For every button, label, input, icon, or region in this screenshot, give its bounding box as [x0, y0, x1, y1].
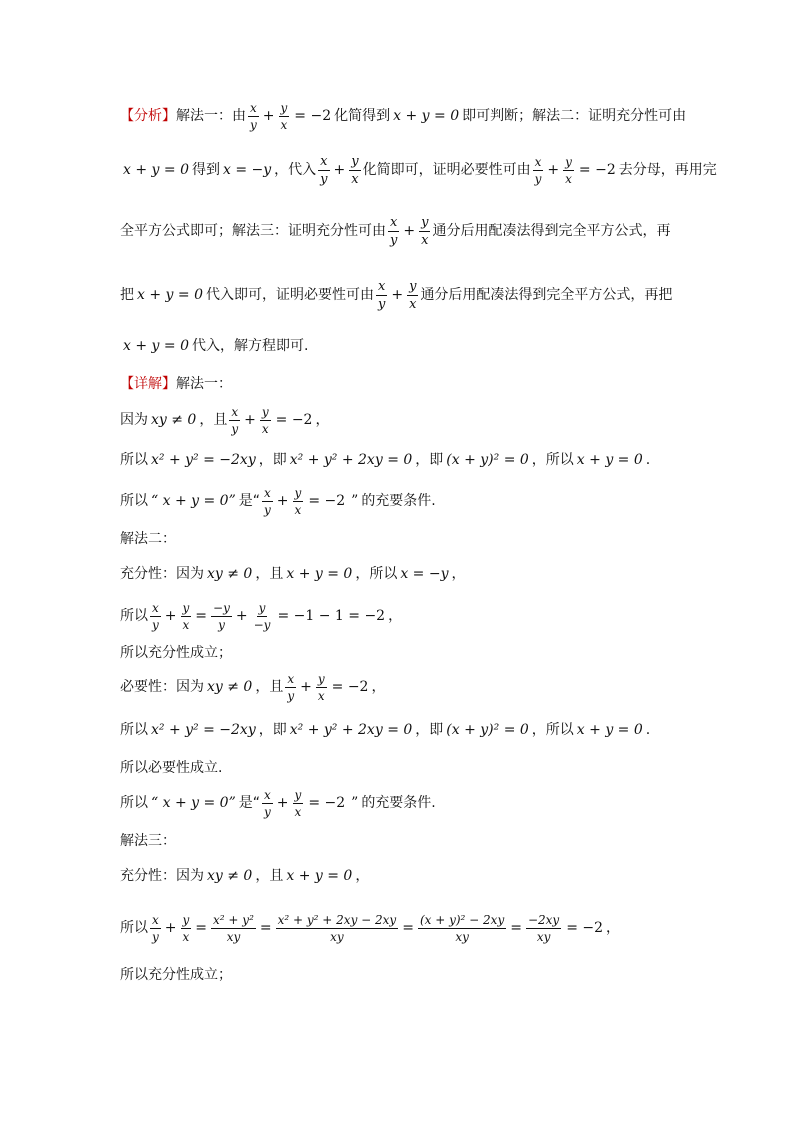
- text: ，且: [255, 566, 284, 582]
- plus: +: [244, 412, 256, 428]
- text: ，即: [415, 722, 444, 738]
- fraction: [533, 156, 544, 185]
- text: 通分后用配凑法得到完全平方公式，再把: [420, 287, 673, 303]
- math: x + y = 0: [123, 162, 189, 178]
- text: 把: [120, 287, 134, 303]
- math: x = −y: [222, 162, 272, 178]
- detail-line: [120, 481, 680, 521]
- num: y: [421, 214, 429, 230]
- analysis-line-1: [120, 96, 687, 136]
- text: ，: [451, 566, 466, 582]
- math: x + y = 0: [137, 287, 203, 303]
- text: ，且: [255, 679, 284, 695]
- num: y: [565, 154, 572, 169]
- den: x: [280, 117, 288, 132]
- detail-line: [120, 400, 680, 440]
- eq: =: [402, 920, 414, 936]
- analysis-line-4: [120, 275, 680, 315]
- math: xy ≠ 0: [151, 412, 197, 428]
- num: x: [264, 787, 271, 802]
- den: x: [294, 804, 302, 819]
- text: 即可判断；解法二：证明充分性可由: [462, 108, 687, 124]
- num: (x + y)² − 2xy: [419, 912, 505, 927]
- fraction: [276, 914, 399, 943]
- analysis-line-5: [120, 326, 680, 366]
- detail-line: [120, 440, 680, 480]
- method-3-title: [120, 821, 680, 861]
- text: 化简得到: [334, 108, 391, 124]
- text: 代入，解方程即可.: [191, 338, 309, 354]
- eq: =: [510, 920, 522, 936]
- fraction: [349, 155, 360, 186]
- method-2-title: [120, 519, 680, 559]
- text: 所以: [120, 493, 148, 509]
- num: x: [534, 154, 542, 169]
- text: ，: [388, 608, 403, 624]
- analysis-label: 【分析】: [120, 108, 176, 124]
- num: x: [320, 153, 328, 169]
- fraction: [252, 602, 273, 631]
- den: y: [264, 804, 271, 819]
- text: ，: [371, 679, 386, 695]
- math: x + y = 0: [123, 338, 189, 354]
- den: x: [421, 232, 429, 248]
- fraction: [407, 280, 418, 311]
- math: = −2: [331, 679, 369, 695]
- math: x + y = 0: [393, 108, 460, 124]
- den: y: [264, 502, 271, 517]
- num: x: [152, 912, 159, 927]
- num: x: [231, 404, 239, 419]
- den: y: [152, 617, 159, 632]
- eq: =: [195, 608, 208, 624]
- detail-line: [120, 908, 680, 948]
- num: x: [152, 600, 159, 615]
- num: −2xy: [527, 912, 560, 927]
- detail-line: [120, 710, 680, 750]
- detail-label: 【详解】: [120, 376, 176, 392]
- text: ，且: [255, 868, 284, 884]
- text: ，: [315, 412, 330, 428]
- text: ，所以: [531, 722, 574, 738]
- num: x: [250, 100, 257, 115]
- text: ，所以: [531, 452, 574, 468]
- text: 所以: [120, 920, 148, 936]
- math: = −2: [275, 412, 313, 428]
- fraction: [181, 914, 192, 943]
- num: x: [287, 671, 295, 686]
- num: y: [182, 600, 190, 615]
- num: y: [409, 278, 417, 294]
- den: −y: [253, 617, 271, 632]
- den: y: [287, 688, 295, 703]
- text: 所以必要性成立.: [120, 760, 223, 776]
- fraction: [262, 789, 273, 818]
- math: xy ≠ 0: [207, 679, 253, 695]
- text: ，即: [258, 722, 287, 738]
- text: .: [645, 722, 651, 738]
- num: y: [317, 671, 325, 686]
- den: y: [250, 117, 257, 132]
- fraction: [316, 673, 327, 702]
- detail-line: [120, 856, 680, 896]
- den: x: [261, 421, 269, 436]
- den: x: [351, 171, 359, 187]
- plus: +: [235, 608, 248, 624]
- num: y: [261, 404, 269, 419]
- den: x: [409, 296, 417, 312]
- analysis-line-3: [120, 211, 680, 251]
- text: 所以: [120, 795, 148, 811]
- math: = −2: [566, 920, 604, 936]
- math: (x + y)² = 0: [446, 452, 529, 468]
- text: ，: [355, 868, 370, 884]
- fraction: [526, 914, 561, 943]
- math: ”: [351, 493, 359, 509]
- fraction: [262, 487, 273, 516]
- num: −y: [213, 600, 230, 615]
- den: xy: [330, 929, 344, 944]
- num: x: [377, 278, 386, 294]
- math: = −2: [308, 795, 346, 811]
- fraction: [293, 487, 304, 516]
- math: x² + y² = −2xy: [151, 452, 256, 468]
- den: y: [390, 232, 398, 248]
- plus: +: [164, 608, 177, 624]
- analysis-line-2: [120, 150, 717, 190]
- plus: +: [276, 795, 289, 811]
- text: 去分母，再用完: [618, 162, 717, 178]
- den: x: [565, 171, 572, 186]
- num: y: [351, 153, 359, 169]
- detail-line: [120, 955, 680, 995]
- text: 得到: [191, 162, 220, 178]
- text: 解法三：: [120, 833, 176, 849]
- num: x² + y² + 2xy − 2xy: [277, 912, 397, 927]
- den: y: [320, 171, 328, 187]
- text: ，所以: [355, 566, 398, 582]
- text: 化简即可，证明必要性可由: [362, 162, 531, 178]
- fraction: [211, 602, 232, 631]
- num: y: [294, 787, 302, 802]
- den: xy: [536, 929, 551, 944]
- text: 所以: [120, 722, 148, 738]
- math: x + y = 0: [286, 868, 353, 884]
- fraction: [293, 789, 304, 818]
- math: = −2: [294, 108, 332, 124]
- text: 充分性：因为: [120, 868, 204, 884]
- math: x + y = 0: [286, 566, 353, 582]
- math: = −1 − 1 = −2: [277, 608, 386, 624]
- den: y: [152, 929, 159, 944]
- fraction: [211, 914, 256, 943]
- math: x² + y² = −2xy: [151, 722, 256, 738]
- plus: +: [276, 493, 289, 509]
- plus: +: [333, 162, 346, 178]
- fraction: [419, 216, 430, 247]
- den: x: [294, 502, 302, 517]
- num: y: [294, 485, 302, 500]
- fraction: [376, 280, 387, 311]
- math: “ x + y = 0”: [151, 493, 236, 509]
- math: xy ≠ 0: [207, 868, 253, 884]
- text: 因为: [120, 412, 148, 428]
- den: y: [534, 171, 542, 186]
- detail-line: [120, 783, 680, 823]
- text: 所以充分性成立；: [120, 645, 232, 661]
- den: x: [182, 617, 190, 632]
- den: y: [377, 296, 386, 312]
- num: x: [264, 485, 271, 500]
- text: 通分后用配凑法得到完全平方公式，再: [432, 223, 671, 239]
- math: x² + y² + 2xy = 0: [289, 722, 413, 738]
- num: y: [182, 912, 190, 927]
- text: 代入即可，证明必要性可由: [205, 287, 374, 303]
- detail-heading: [120, 364, 680, 404]
- text: 所以: [120, 452, 148, 468]
- den: xy: [455, 929, 469, 944]
- fraction-y-over-x: [279, 102, 290, 131]
- text: 的充要条件.: [361, 493, 436, 509]
- text: 解法二：: [120, 531, 176, 547]
- method-1-title: 解法一：: [176, 376, 232, 392]
- text: 必要性：因为: [120, 679, 204, 695]
- math: x + y = 0: [576, 452, 643, 468]
- text: 的充要条件.: [361, 795, 436, 811]
- math: xy ≠ 0: [207, 566, 253, 582]
- text: 全平方公式即可；解法三：证明充分性可由: [120, 223, 386, 239]
- math: x² + y² + 2xy = 0: [289, 452, 413, 468]
- math: (x + y)² = 0: [446, 722, 529, 738]
- den: y: [218, 617, 225, 632]
- num: x² + y²: [213, 912, 254, 927]
- fraction: [285, 673, 296, 702]
- text: 所以: [120, 608, 148, 624]
- plus: +: [300, 679, 312, 695]
- text: ，: [606, 920, 621, 936]
- text: ，即: [415, 452, 444, 468]
- math: ”: [351, 795, 359, 811]
- text: .: [645, 452, 651, 468]
- fraction: [150, 914, 161, 943]
- num: y: [280, 100, 288, 115]
- plus: +: [262, 108, 275, 124]
- plus: +: [164, 920, 177, 936]
- detail-line: [120, 748, 680, 788]
- fraction: [260, 406, 271, 435]
- text: ，且: [199, 412, 228, 428]
- fraction: [388, 216, 399, 247]
- plus: +: [547, 162, 560, 178]
- detail-line: [120, 554, 680, 594]
- math: “ x + y = 0”: [151, 795, 236, 811]
- plus: +: [403, 223, 416, 239]
- eq: =: [195, 920, 208, 936]
- text: 所以充分性成立；: [120, 967, 232, 983]
- plus: +: [391, 287, 404, 303]
- text: 是“: [238, 795, 261, 811]
- den: y: [231, 421, 239, 436]
- fraction: [563, 156, 574, 185]
- eq: =: [259, 920, 272, 936]
- detail-line: [120, 596, 680, 636]
- text: 是“: [238, 493, 261, 509]
- fraction: [150, 602, 161, 631]
- num: y: [258, 600, 266, 615]
- text: ，即: [258, 452, 287, 468]
- math: x + y = 0: [576, 722, 643, 738]
- text: 充分性：因为: [120, 566, 204, 582]
- num: x: [390, 214, 398, 230]
- text: 解法一：由: [176, 108, 246, 124]
- math: x = −y: [400, 566, 449, 582]
- detail-line: [120, 667, 680, 707]
- den: x: [317, 688, 325, 703]
- fraction-x-over-y: [248, 102, 259, 131]
- fraction: [318, 155, 329, 186]
- math: = −2: [308, 493, 346, 509]
- fraction: [181, 602, 192, 631]
- math: = −2: [578, 162, 616, 178]
- den: x: [182, 929, 190, 944]
- text: ，代入: [274, 162, 317, 178]
- fraction: [418, 914, 506, 943]
- den: xy: [226, 929, 241, 944]
- fraction: [229, 406, 240, 435]
